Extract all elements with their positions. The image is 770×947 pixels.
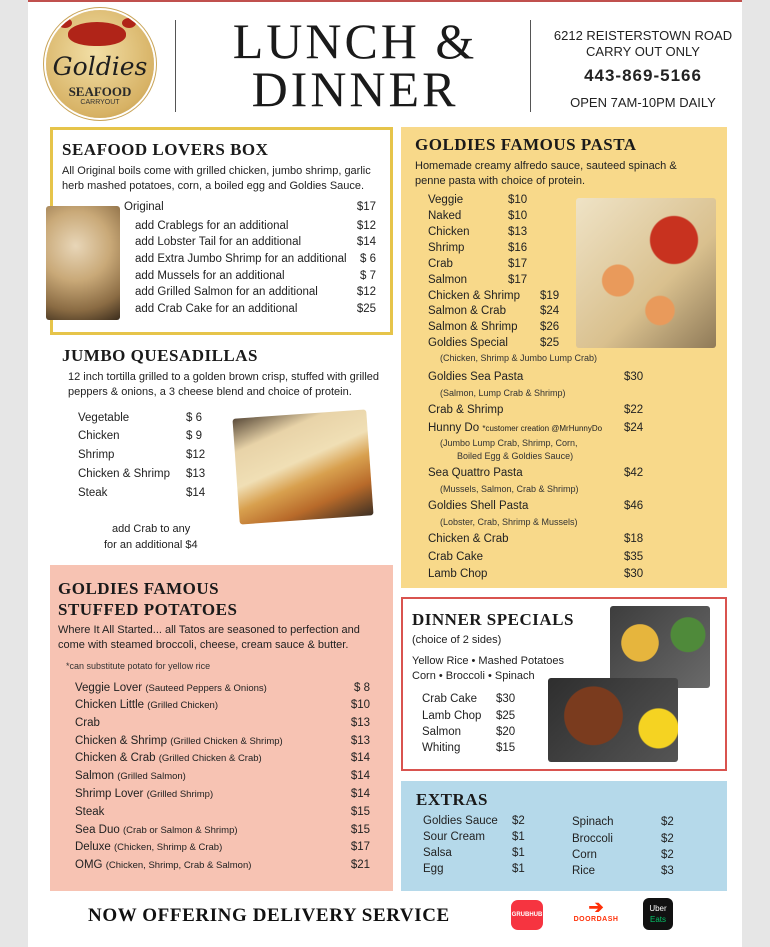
potato-item-price: $15 xyxy=(350,806,370,818)
quesadilla-crab-note-2: for an additional $4 xyxy=(104,539,198,551)
pasta-item-name: Crab xyxy=(428,258,453,270)
pasta-item-price: $10 xyxy=(508,194,528,206)
extra-item-price: $2 xyxy=(661,816,674,828)
pasta-item-price: $13 xyxy=(508,226,528,238)
quesadilla-item-price: $14 xyxy=(186,487,206,499)
pasta-item-name: Naked xyxy=(428,210,462,222)
potato-item-name xyxy=(75,841,222,853)
potato-item-detail: (Sauteed Peppers & Onions) xyxy=(145,683,267,694)
potato-item-label: Deluxe xyxy=(75,841,111,853)
quesadilla-item-name: Chicken & Shrimp xyxy=(78,468,171,480)
address: 6212 REISTERSTOWN ROAD xyxy=(553,28,733,43)
dinner-specials-title: DINNER SPECIALS xyxy=(412,610,574,629)
goldies-logo xyxy=(46,10,154,118)
dinner-item-price: $30 xyxy=(496,693,516,705)
potato-item-price: $10 xyxy=(350,699,370,711)
potato-item-detail: (Chicken, Shrimp, Crab & Salmon) xyxy=(105,860,252,871)
quesadillas-desc-1: 12 inch tortilla grilled to a golden brown crisp, stuffed with grilled xyxy=(68,371,380,383)
extra-item-price: $2 xyxy=(512,815,525,827)
phone-number[interactable]: 443-869-5166 xyxy=(584,66,702,85)
header-divider-right xyxy=(530,20,531,112)
potato-item-name xyxy=(75,682,267,694)
pasta-quattro-price: $42 xyxy=(624,467,644,479)
extra-item-price: $1 xyxy=(512,847,525,859)
pasta-item-name: Crab Cake xyxy=(428,551,483,563)
potatoes-rice-note: *can substitute potato for yellow rice xyxy=(66,661,211,671)
extra-item-name: Salsa xyxy=(423,847,452,859)
seafood-box-desc-1: All Original boils come with grilled chicken, jumbo shrimp, garlic xyxy=(62,165,371,177)
quesadilla-item-name: Vegetable xyxy=(78,412,130,424)
uber-eats-icon[interactable] xyxy=(643,898,673,930)
uber-label: Uber xyxy=(649,904,667,913)
potato-item-name xyxy=(75,752,262,764)
top-rule xyxy=(28,0,742,2)
pasta-crab-shrimp-price: $22 xyxy=(624,404,644,416)
seafood-item-name: add Grilled Salmon for an additional xyxy=(135,286,318,298)
seafood-item-name: add Lobster Tail for an additional xyxy=(135,236,302,248)
hours: OPEN 7AM-10PM DAILY xyxy=(570,95,716,110)
seafood-item-price: $ 7 xyxy=(360,270,376,282)
dinner-specials-subtitle: (choice of 2 sides) xyxy=(412,634,502,646)
dinner-sides-1: Yellow Rice • Mashed Potatoes xyxy=(412,655,565,667)
seafood-box-desc-2: herb mashed potatoes, corn, a boiled egg and Goldies Sauce. xyxy=(62,180,365,192)
potato-item-price: $21 xyxy=(350,859,370,871)
quesadilla-item-price: $ 9 xyxy=(186,430,202,442)
pasta-item-name: Shrimp xyxy=(428,242,465,254)
potato-item-name xyxy=(75,735,283,747)
potato-item-price: $ 8 xyxy=(354,682,370,694)
quesadilla-item-name: Shrimp xyxy=(78,449,115,461)
pasta-item-name: Chicken & Crab xyxy=(428,533,509,545)
pasta-item-name: Goldies Special xyxy=(428,337,508,349)
seafood-item-price: $ 6 xyxy=(360,253,376,265)
pasta-item-price: $17 xyxy=(508,274,528,286)
pasta-item-price: $10 xyxy=(508,210,528,222)
potato-item-label: Chicken & Crab xyxy=(75,752,156,764)
extras-title: EXTRAS xyxy=(416,790,488,809)
seafood-item-price: $25 xyxy=(356,303,376,315)
potato-item-label: Sea Duo xyxy=(75,824,120,836)
seafood-item-name: add Crab Cake for an additional xyxy=(135,303,298,315)
doordash-logo-mark: ➔ xyxy=(588,897,604,917)
seafood-item-price: $14 xyxy=(356,236,376,248)
hunny-do-detail-2: Boiled Egg & Goldies Sauce) xyxy=(457,451,574,461)
pasta-sea-detail: (Salmon, Lump Crab & Shrimp) xyxy=(440,388,566,398)
extra-item-price: $2 xyxy=(661,849,674,861)
potato-item-label: Shrimp Lover xyxy=(75,788,144,800)
quesadillas-title: JUMBO QUESADILLAS xyxy=(62,346,259,365)
pasta-item-name: Chicken & Shrimp xyxy=(428,290,521,302)
pasta-item-price: $17 xyxy=(508,258,528,270)
header-divider-left xyxy=(175,20,176,112)
hunny-do-note: *customer creation @MrHunnyDo xyxy=(482,424,603,433)
potato-item-name xyxy=(75,770,186,782)
potatoes-desc-2: come with steamed broccoli, cheese, cream sauce & butter. xyxy=(58,639,349,651)
delivery-banner: NOW OFFERING DELIVERY SERVICE xyxy=(88,905,450,926)
dinner-sides-2: Corn • Broccoli • Spinach xyxy=(412,670,535,682)
seafood-boil-photo xyxy=(46,206,120,320)
pasta-sea-name: Goldies Sea Pasta xyxy=(428,371,524,383)
potato-item-price: $13 xyxy=(350,735,370,747)
carry-out-note: CARRY OUT ONLY xyxy=(586,44,700,59)
lobster-icon xyxy=(68,22,126,46)
dinner-item-name: Crab Cake xyxy=(422,693,477,705)
extra-item-price: $1 xyxy=(512,831,525,843)
pasta-desc-2: penne pasta with choice of protein. xyxy=(415,175,586,187)
lamb-chop-photo xyxy=(548,678,678,762)
potato-item-price: $17 xyxy=(350,841,370,853)
logo-seafood: SEAFOOD xyxy=(68,84,132,99)
pasta-item-name: Salmon xyxy=(428,274,467,286)
potato-item-price: $15 xyxy=(350,824,370,836)
pasta-item-price: $16 xyxy=(508,242,528,254)
potato-item-price: $14 xyxy=(350,788,370,800)
hunny-do-name: Hunny Do xyxy=(428,422,480,434)
quesadilla-item-name: Chicken xyxy=(78,430,120,442)
pasta-quattro-detail: (Mussels, Salmon, Crab & Shrimp) xyxy=(440,484,579,494)
extra-item-price: $3 xyxy=(661,865,674,877)
doordash-icon[interactable] xyxy=(566,898,626,930)
extra-item-price: $2 xyxy=(661,833,674,845)
pasta-photo xyxy=(576,198,716,348)
seafood-item-name: add Crablegs for an additional xyxy=(135,220,289,232)
potato-item-name xyxy=(75,699,218,711)
potato-item-detail: (Chicken, Shrimp & Crab) xyxy=(114,842,223,853)
page-title-line2: DINNER xyxy=(251,61,459,117)
dinner-item-price: $20 xyxy=(496,726,516,738)
potato-item-name xyxy=(75,717,100,729)
pasta-title: GOLDIES FAMOUS PASTA xyxy=(415,135,637,154)
potatoes-title-2: STUFFED POTATOES xyxy=(58,600,238,619)
extra-item-name: Egg xyxy=(423,863,444,875)
extra-item-name: Broccoli xyxy=(572,833,613,845)
pasta-hunny-do xyxy=(428,422,602,434)
potato-item-label: Chicken Little xyxy=(75,699,145,711)
pasta-item-price: $35 xyxy=(624,551,644,563)
pasta-special-detail: (Chicken, Shrimp & Jumbo Lump Crab) xyxy=(440,353,598,363)
pasta-desc-1: Homemade creamy alfredo sauce, sauteed spinach & xyxy=(415,160,677,172)
potato-item-label: Veggie Lover xyxy=(75,682,143,694)
extra-item-price: $1 xyxy=(512,863,525,875)
quesadillas-desc-2: peppers & onions, a 3 cheese blend and choice of protein. xyxy=(68,386,352,398)
potato-item-detail: (Crab or Salmon & Shrimp) xyxy=(122,825,238,836)
extra-item-name: Corn xyxy=(572,849,597,861)
grubhub-icon[interactable]: GRUBHUB xyxy=(511,900,543,930)
extra-item-name: Goldies Sauce xyxy=(423,815,498,827)
pasta-item-price: $30 xyxy=(624,568,644,580)
dinner-plate-photo xyxy=(610,606,710,688)
quesadilla-item-name: Steak xyxy=(78,487,108,499)
potato-item-label: Chicken & Shrimp xyxy=(75,735,168,747)
seafood-box-title: SEAFOOD LOVERS BOX xyxy=(62,140,269,159)
doordash-label: DOORDASH xyxy=(573,916,619,923)
quesadilla-item-price: $13 xyxy=(186,468,206,480)
potato-item-price: $14 xyxy=(350,770,370,782)
eats-label: Eats xyxy=(649,915,666,924)
potato-item-detail: (Grilled Shrimp) xyxy=(146,789,214,800)
potato-item-label: Salmon xyxy=(75,770,114,782)
potato-item-name xyxy=(75,824,238,836)
potatoes-desc-1: Where It All Started... all Tatos are seasoned to perfection and xyxy=(58,624,360,636)
potato-item-label: Steak xyxy=(75,806,105,818)
potato-item-name xyxy=(75,806,104,818)
potato-item-detail: (Grilled Chicken & Shrimp) xyxy=(170,736,283,747)
logo-carryout: CARRYOUT xyxy=(80,99,120,106)
logo-name: Goldies xyxy=(52,52,148,81)
seafood-item-price: $12 xyxy=(356,286,376,298)
quesadilla-crab-note-1: add Crab to any xyxy=(112,523,191,535)
pasta-quattro-name: Sea Quattro Pasta xyxy=(428,467,523,479)
quesadilla-photo xyxy=(232,409,373,524)
pasta-crab-shrimp-name: Crab & Shrimp xyxy=(428,404,504,416)
pasta-item-name: Salmon & Shrimp xyxy=(428,321,518,333)
seafood-item-name: Original xyxy=(124,201,164,213)
potato-item-price: $14 xyxy=(350,752,370,764)
pasta-shell-price: $46 xyxy=(624,500,644,512)
dinner-item-name: Lamb Chop xyxy=(422,710,482,722)
dinner-item-price: $15 xyxy=(496,742,516,754)
potato-item-detail: (Grilled Chicken & Crab) xyxy=(158,753,262,764)
dinner-item-price: $25 xyxy=(496,710,516,722)
pasta-item-price: $18 xyxy=(624,533,644,545)
potatoes-title-1: GOLDIES FAMOUS xyxy=(58,579,220,598)
hunny-do-detail-1: (Jumbo Lump Crab, Shrimp, Corn, xyxy=(440,438,578,448)
potato-item-detail: (Grilled Salmon) xyxy=(117,771,186,782)
pasta-sea-price: $30 xyxy=(624,371,644,383)
pasta-shell-name: Goldies Shell Pasta xyxy=(428,500,529,512)
extra-item-name: Spinach xyxy=(572,816,614,828)
pasta-item-price: $24 xyxy=(540,305,560,317)
page-title-line1: LUNCH & xyxy=(232,13,478,69)
pasta-item-name: Salmon & Crab xyxy=(428,305,506,317)
potato-item-label: OMG xyxy=(75,859,103,871)
pasta-item-name: Lamb Chop xyxy=(428,568,488,580)
seafood-item-name: add Mussels for an additional xyxy=(135,270,285,282)
quesadilla-item-price: $ 6 xyxy=(186,412,202,424)
potato-item-name xyxy=(75,859,251,871)
extra-item-name: Rice xyxy=(572,865,596,877)
potato-item-price: $13 xyxy=(350,717,370,729)
extra-item-name: Sour Cream xyxy=(423,831,485,843)
pasta-item-name: Veggie xyxy=(428,194,464,206)
potato-item-label: Crab xyxy=(75,717,100,729)
dinner-item-name: Salmon xyxy=(422,726,461,738)
pasta-item-price: $26 xyxy=(540,321,560,333)
hunny-do-price: $24 xyxy=(624,422,644,434)
dinner-item-name: Whiting xyxy=(422,742,461,754)
potato-item-name xyxy=(75,788,213,800)
seafood-item-price: $12 xyxy=(356,220,376,232)
seafood-item-price: $17 xyxy=(356,201,376,213)
potato-item-detail: (Grilled Chicken) xyxy=(147,700,218,711)
pasta-item-price: $25 xyxy=(540,337,560,349)
pasta-shell-detail: (Lobster, Crab, Shrimp & Mussels) xyxy=(440,517,578,527)
quesadilla-item-price: $12 xyxy=(186,449,206,461)
seafood-item-name: add Extra Jumbo Shrimp for an additional xyxy=(135,253,347,265)
pasta-item-price: $19 xyxy=(540,290,560,302)
pasta-item-name: Chicken xyxy=(428,226,470,238)
